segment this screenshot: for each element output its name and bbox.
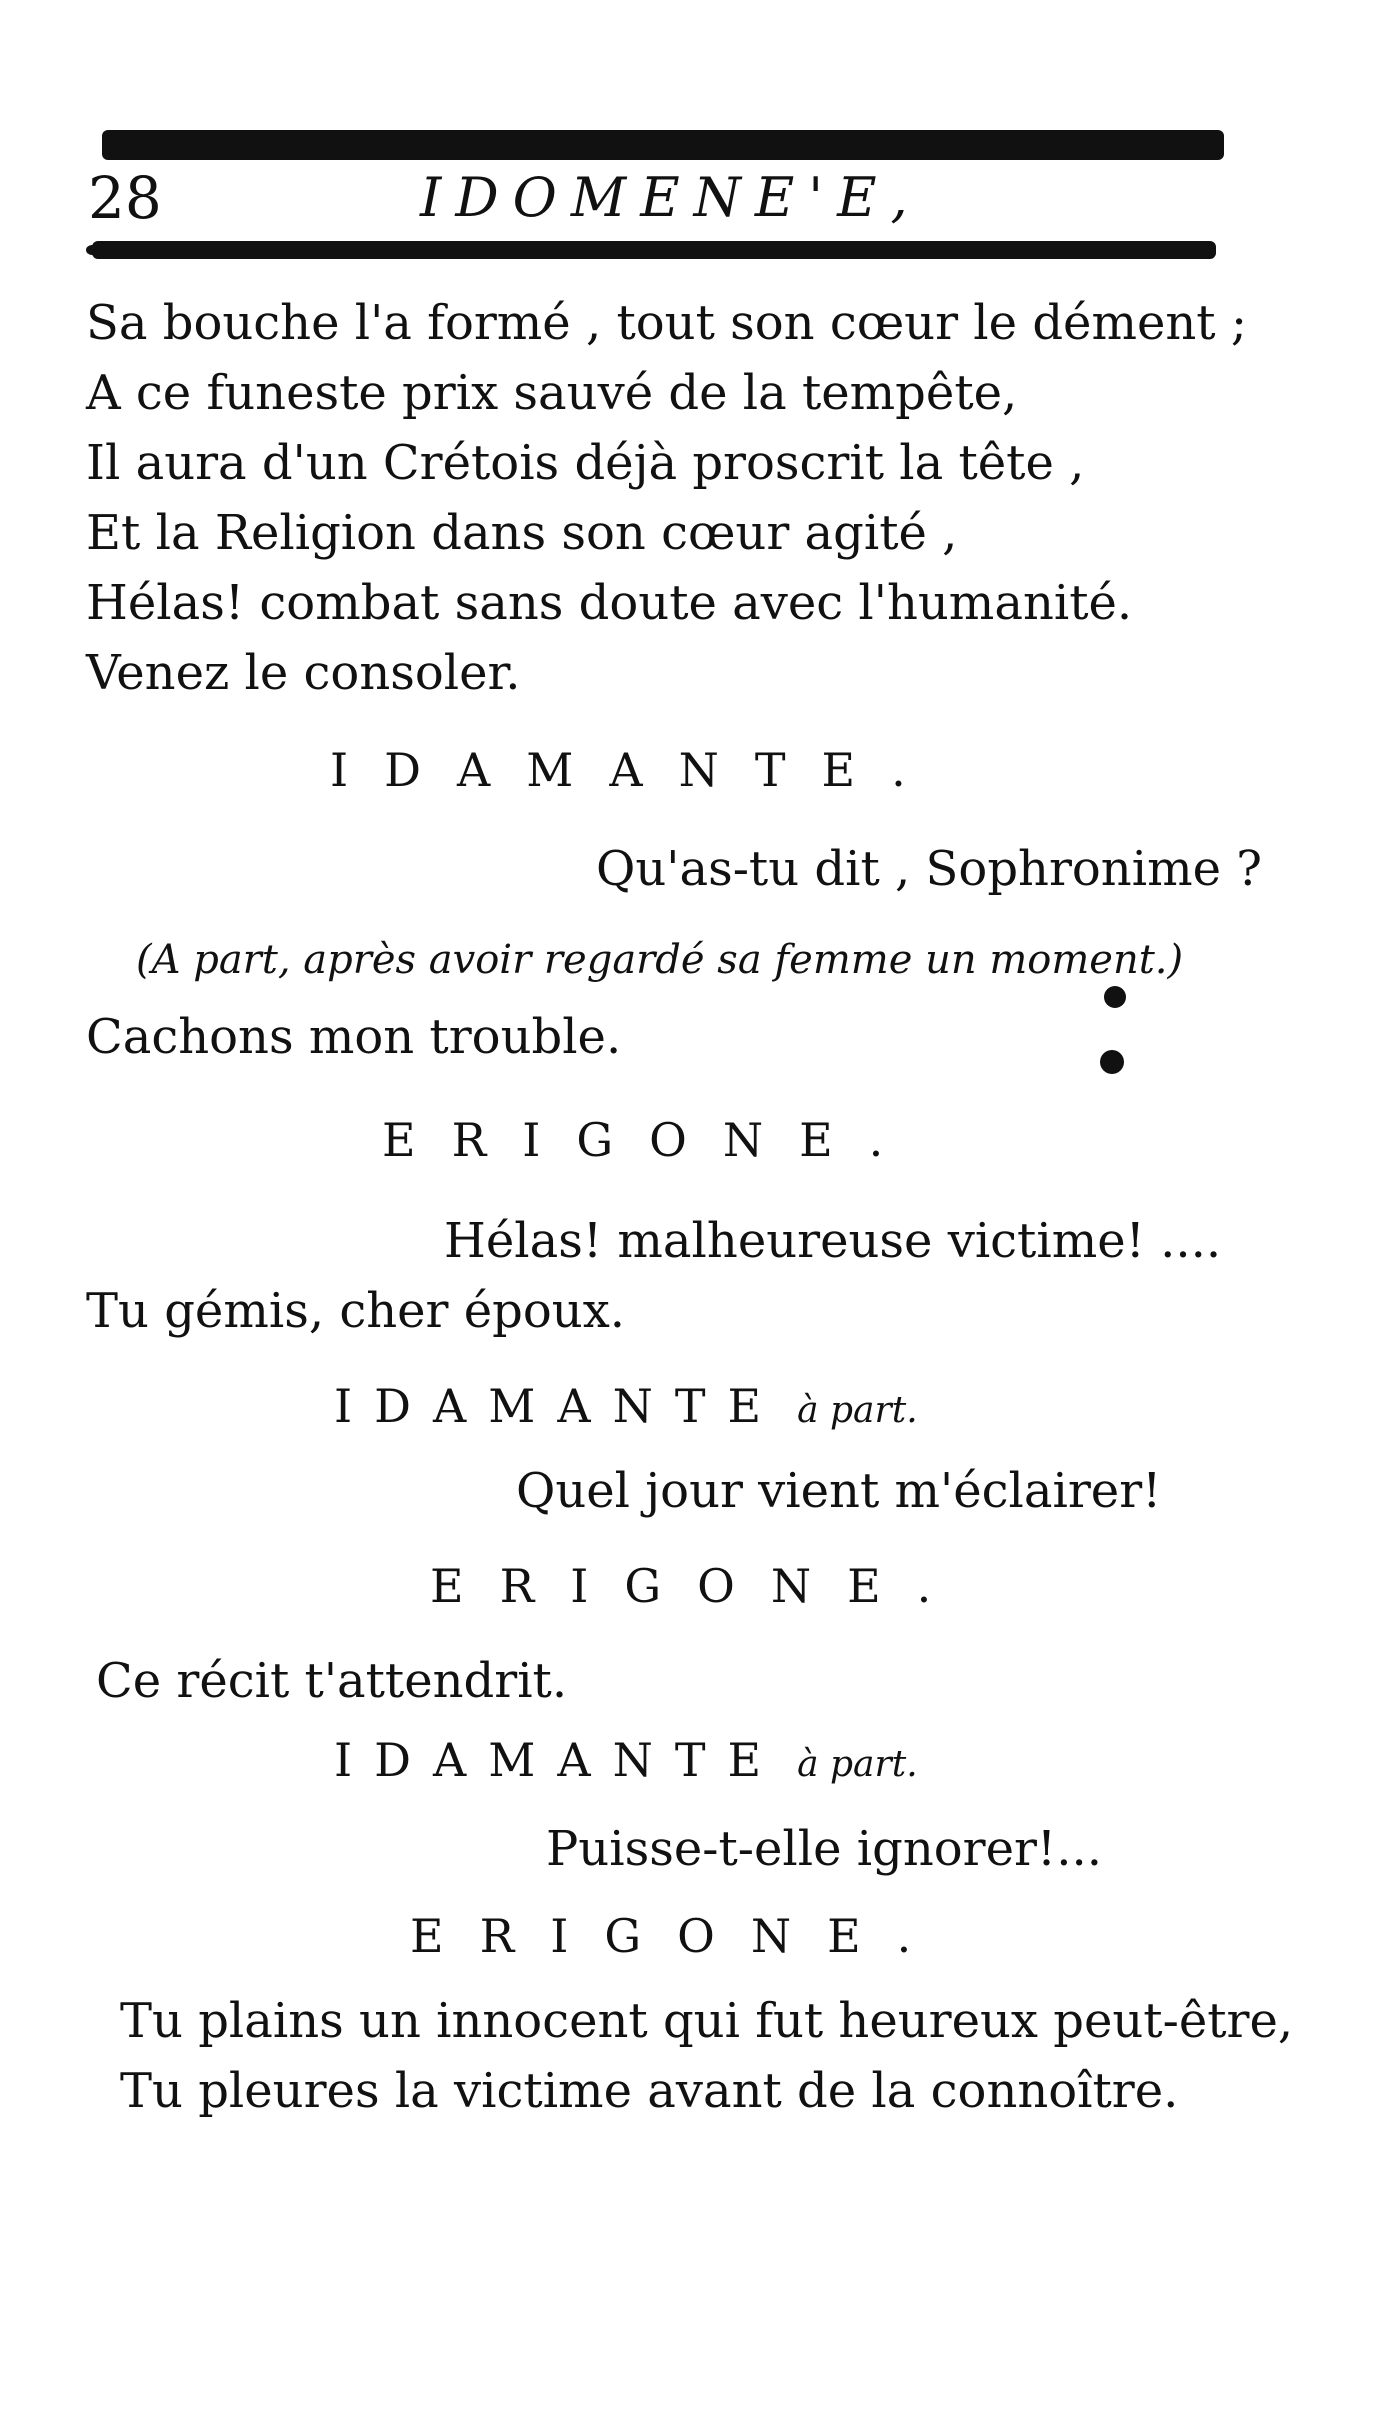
header-rule-top — [102, 130, 1224, 160]
page-number: 28 — [88, 164, 162, 232]
speech-line: Qu'as-tu dit , Sophronime ? — [596, 841, 1262, 897]
aside-tag: à part. — [797, 1390, 918, 1431]
aside-tag: à part. — [797, 1744, 918, 1785]
verse-line: A ce funeste prix sauvé de la tempête, — [86, 365, 1018, 421]
ink-spot — [1100, 1050, 1124, 1074]
speech-line: Tu gémis, cher époux. — [86, 1283, 626, 1339]
verse-line: Venez le consoler. — [86, 645, 521, 701]
speaker-name-text: IDAMANTE — [334, 1379, 784, 1433]
running-title: IDOMENE'E, — [420, 166, 922, 229]
verse-line: Et la Religion dans son cœur agité , — [86, 505, 958, 561]
speaker-name: IDAMANTE. — [330, 743, 942, 797]
speaker-name-text: IDAMANTE — [334, 1733, 784, 1787]
ink-spot — [1104, 986, 1126, 1008]
stage-direction: (A part, après avoir regardé sa femme un moment.) — [136, 937, 1184, 983]
verse-line: Il aura d'un Crétois déjà proscrit la tête , — [86, 435, 1085, 491]
speech-line: Quel jour vient m'éclairer! — [516, 1463, 1162, 1519]
speaker-name: ERIGONE. — [382, 1113, 920, 1167]
speech-line: Ce récit t'attendrit. — [96, 1653, 568, 1709]
verse-line: Sa bouche l'a formé , tout son cœur le dément ; — [86, 295, 1247, 351]
speech-line: Tu pleures la victime avant de la connoître. — [120, 2063, 1179, 2119]
speech-line: Tu plains un innocent qui fut heureux peut-être, — [120, 1993, 1294, 2049]
speaker-name — [334, 1730, 918, 1795]
speaker-name — [334, 1376, 918, 1441]
speech-line: Puisse-t-elle ignorer!... — [546, 1821, 1102, 1877]
verse-line: Hélas! combat sans doute avec l'humanité. — [86, 575, 1133, 631]
speech-line: Cachons mon trouble. — [86, 1009, 622, 1065]
speaker-name: ERIGONE. — [430, 1559, 968, 1613]
speech-line: Hélas! malheureuse victime! .... — [444, 1213, 1222, 1269]
header-rule-bottom — [92, 241, 1216, 259]
speaker-name: ERIGONE. — [410, 1909, 948, 1963]
